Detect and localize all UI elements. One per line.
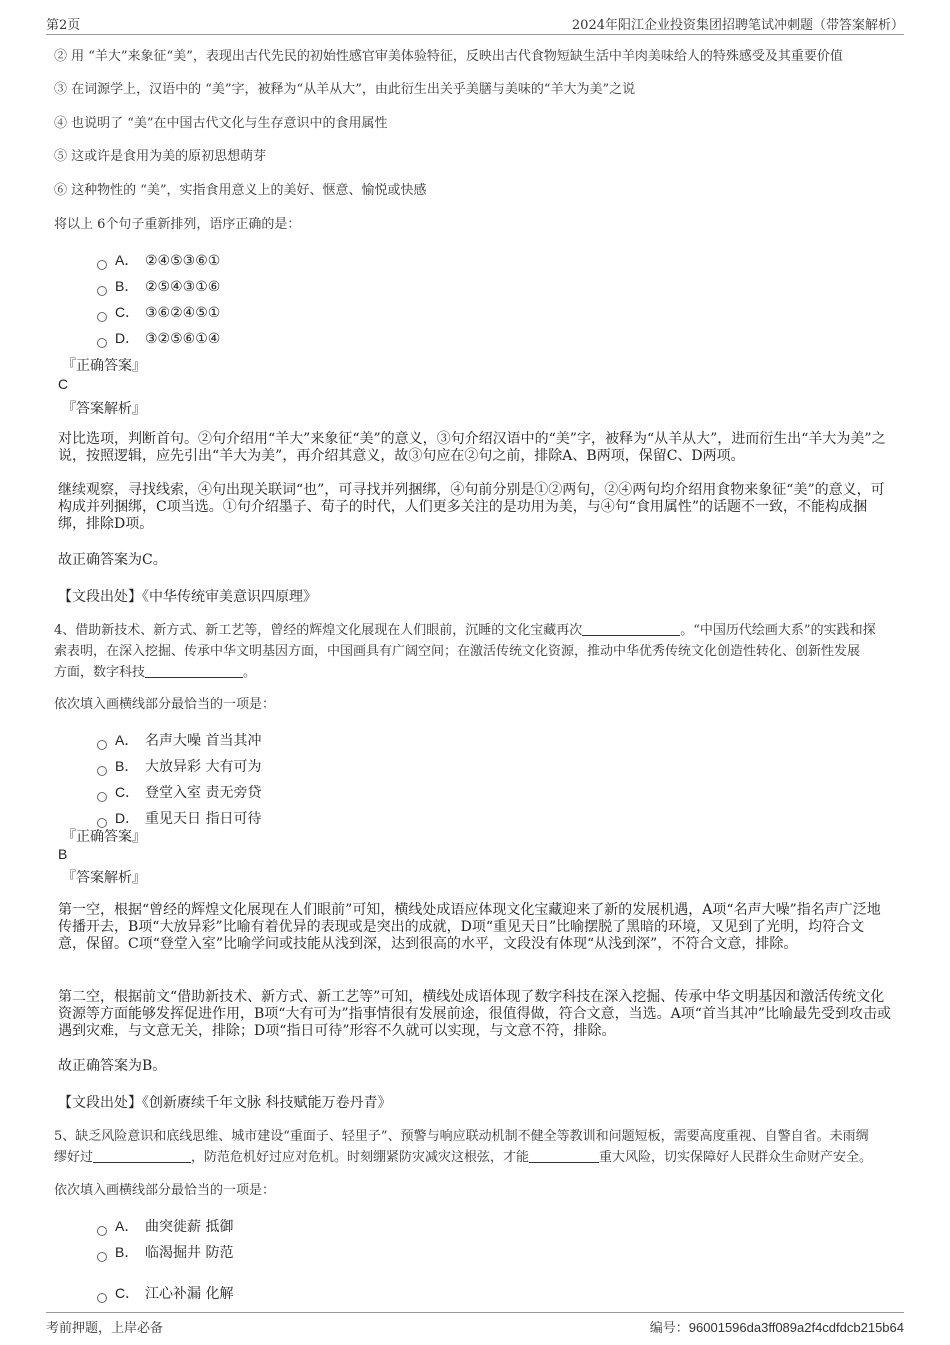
question-stem: 5、缺乏风险意识和底线思维、城市建设“重面子、轻里子”、预警与响应联动机制不健全等教训和问题短板，需要高度重视、自警自省。未雨绸 xyxy=(54,1129,869,1144)
q4-option-d[interactable]: D． 重见天日 指日可待 xyxy=(97,808,261,828)
correct-answer: C xyxy=(58,376,69,392)
radio-icon[interactable] xyxy=(97,1252,107,1262)
sentence-3: ③ 在词源学上，汉语中的 “美”字，被释为“从羊从大”，由此衍生出关乎美膳与美味的“羊大为美”之说 xyxy=(54,82,636,97)
analysis-label: 『答案解析』 xyxy=(62,870,146,886)
correct-answer: B xyxy=(58,846,68,862)
q3-option-b[interactable]: B． ②⑤④③①⑥ xyxy=(97,276,220,296)
passage-source: 【文段出处】《中华传统审美意识四原理》 xyxy=(58,589,317,605)
q5-option-a[interactable]: A． 曲突徙薪 抵御 xyxy=(97,1216,233,1236)
sentence-2: ② 用 “羊大”来象征“美”，表现出古代先民的初始性感官审美体验特征，反映出古代食物短缺生活中羊肉美味给人的特殊感受及其重要价值 xyxy=(54,49,843,64)
analysis-label: 『答案解析』 xyxy=(62,401,146,417)
question-stem: 4、借助新技术、新方式、新工艺等，曾经的辉煌文化展现在人们眼前，沉睡的文化宝藏再次 。“中国历代绘画大系”的实践和探 xyxy=(54,623,876,638)
q3-option-d[interactable]: D． ③②⑤⑥①④ xyxy=(97,328,220,348)
fill-blank xyxy=(145,664,243,678)
question-stem: 索表明，在深入挖掘、传承中华文明基因方面，中国画具有广阔空间；在激活传统文化资源，推动中华优秀传统文化创造性转化、创新性发展 xyxy=(54,644,861,659)
answer-label: 『正确答案』 xyxy=(62,829,146,845)
fill-blank xyxy=(529,1149,599,1163)
sentence-5: ⑤ 这或许是食用为美的原初思想萌芽 xyxy=(54,149,267,164)
question-prompt: 依次填入画横线部分最恰当的一项是： xyxy=(54,1183,276,1198)
q4-option-c[interactable]: C． 登堂入室 责无旁贷 xyxy=(97,782,261,802)
analysis-paragraph: 继续观察，寻找线索，④句出现关联词“也”，可寻找并列捆绑，④句前分别是①②两句，②④两句均介绍用食物来象征“美”的意义，可构成并列捆绑，C项当选。①句介绍墨子、荀子的时代，人们更多关注的是功用为美，与④句“食用属性”的话题不一致，不能构成捆绑，排除D项。 xyxy=(58,482,885,532)
radio-icon[interactable] xyxy=(97,1293,107,1303)
question-stem: 方面，数字科技 。 xyxy=(54,665,257,680)
page-number: 第2页 xyxy=(46,18,81,33)
q4-option-b[interactable]: B． 大放异彩 大有可为 xyxy=(97,756,261,776)
document-id: 编号：96001596da3ff089a2f4cdfdcb215b64 xyxy=(649,1320,904,1335)
question-prompt: 将以上 6个句子重新排列，语序正确的是： xyxy=(54,217,301,232)
page-footer xyxy=(46,1312,904,1337)
document-title: 2024年阳江企业投资集团招聘笔试冲刺题（带答案解析） xyxy=(571,18,904,33)
fill-blank xyxy=(582,622,680,636)
radio-icon[interactable] xyxy=(97,1226,107,1236)
radio-icon[interactable] xyxy=(97,766,107,776)
q3-option-a[interactable]: A． ②④⑤③⑥① xyxy=(97,250,220,270)
radio-icon[interactable] xyxy=(97,792,107,802)
radio-icon[interactable] xyxy=(97,286,107,296)
analysis-conclusion: 故正确答案为C。 xyxy=(58,552,167,568)
radio-icon[interactable] xyxy=(97,338,107,348)
analysis-paragraph: 第一空，根据“曾经的辉煌文化展现在人们眼前”可知，横线处成语应体现文化宝藏迎来了新的发展机遇，A项“名声大噪”指名声广泛地传播开去，B项“大放异彩”比喻有着优异的表现或是突出的成就，D项“重见天日”比喻摆脱了黑暗的环境，又见到了光明，均符合文意，保留。C项“登堂入室”比喻学问或技能从浅到深，达到很高的水平，文段没有体现“从浅到深”，不符合文意，排除。 xyxy=(58,902,881,952)
answer-label: 『正确答案』 xyxy=(62,358,146,374)
page-header xyxy=(46,14,904,35)
radio-icon[interactable] xyxy=(97,740,107,750)
analysis-conclusion: 故正确答案为B。 xyxy=(58,1058,167,1074)
question-stem: 缪好过 ，防范危机好过应对危机。时刻绷紧防灾减灾这根弦，才能 重大风险，切实保障好人民群众生命财产安全。 xyxy=(54,1150,873,1165)
q5-option-b[interactable]: B． 临渴掘井 防范 xyxy=(97,1242,233,1262)
analysis-paragraph: 第二空，根据前文“借助新技术、新方式、新工艺等”可知，横线处成语体现了数字科技在深入挖掘、传承中华文明基因和激活传统文化资源等方面能够发挥促进作用，B项“大有可为”指事情很有发展前途，很值得做，符合文意，当选。A项“首当其冲”比喻最先受到攻击或遇到灾难，与文意无关，排除；D项“指日可待”形容不久就可以实现，与文意不符，排除。 xyxy=(58,989,892,1039)
question-prompt: 依次填入画横线部分最恰当的一项是： xyxy=(54,697,276,712)
radio-icon[interactable] xyxy=(97,312,107,322)
radio-icon[interactable] xyxy=(97,260,107,270)
q5-option-c[interactable]: C． 江心补漏 化解 xyxy=(97,1283,233,1303)
passage-source: 【文段出处】《创新赓续千年文脉 科技赋能万卷丹青》 xyxy=(58,1095,392,1111)
q4-option-a[interactable]: A． 名声大噪 首当其冲 xyxy=(97,730,261,750)
fill-blank xyxy=(93,1149,191,1163)
sentence-4: ④ 也说明了 “美”在中国古代文化与生存意识中的食用属性 xyxy=(54,116,388,131)
footer-slogan: 考前押题，上岸必备 xyxy=(46,1321,164,1336)
analysis-paragraph: 对比选项，判断首句。②句介绍用“羊大”来象征“美”的意义，③句介绍汉语中的“美”字，被释为“从羊从大”，进而衍生出“羊大为美”之说，按照逻辑，应先引出“羊大为美”，再介绍其意义，故③句应在②句之前，排除A、B两项，保留C、D两项。 xyxy=(58,431,886,464)
q3-option-c[interactable]: C． ③⑥②④⑤① xyxy=(97,302,220,322)
sentence-6: ⑥ 这种物性的 “美”，实指食用意义上的美好、惬意、愉悦或快感 xyxy=(54,183,427,198)
